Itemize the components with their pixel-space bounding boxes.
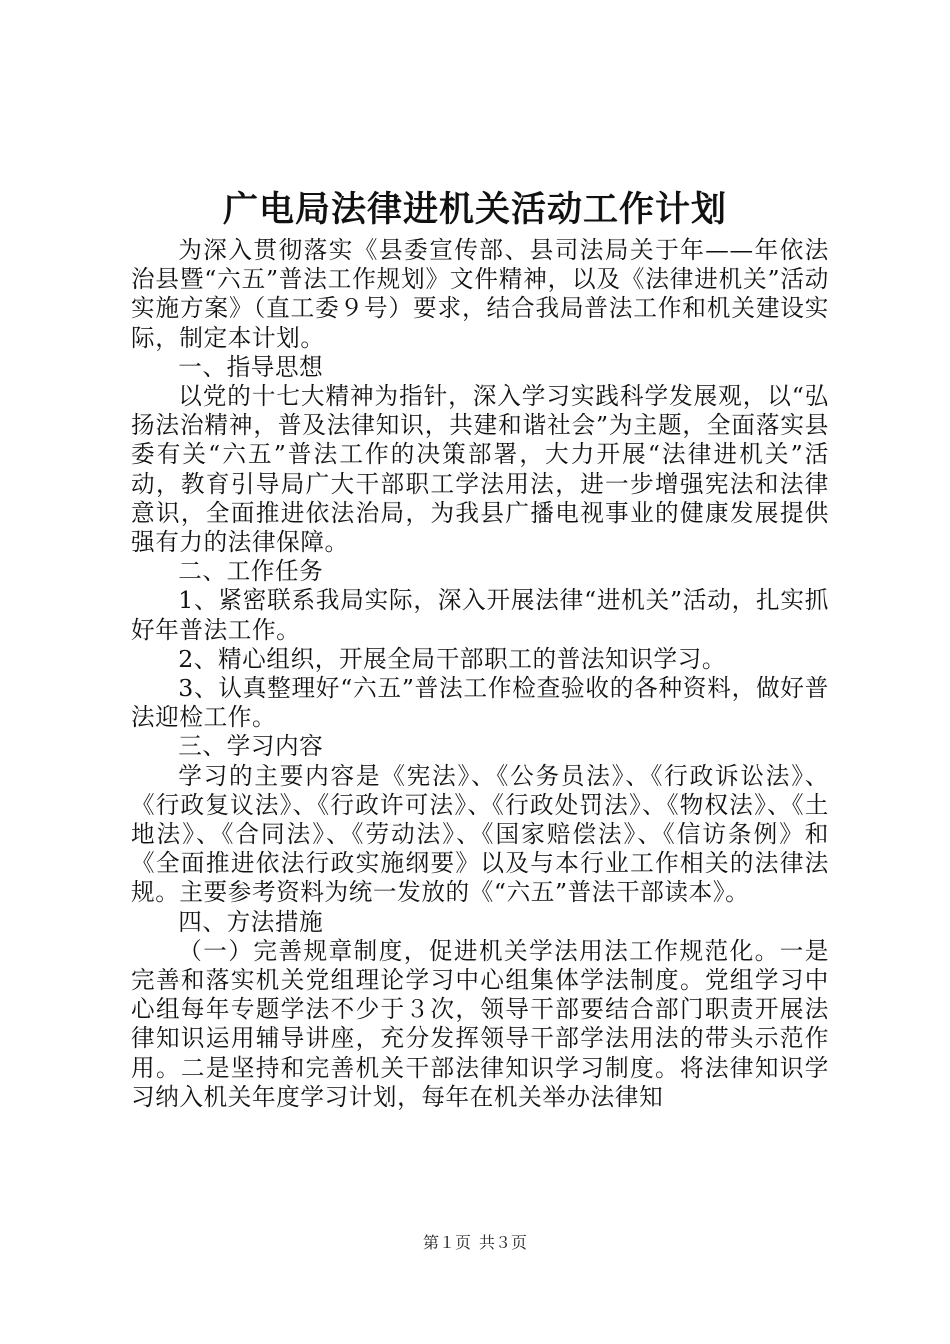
document-title: 广电局法律进机关活动工作计划 — [222, 189, 727, 230]
paragraph-intro: 为深入贯彻落实《县委宣传部、县司法局关于年——年依法治县暨“六五”普法工作规划》文件精神，以及《法律进机关”活动实施方案》（直工委９号）要求，结合我局普法工作和机关建设实际，制定本计划。 — [131, 236, 829, 352]
paragraph-methods-1: （一）完善规章制度，促进机关学法用法工作规范化。一是完善和落实机关党组理论学习中心组集体学法制度。党组学习中心组每年专题学法不少于３次，领导干部要结合部门职责开展法律知识运用辅导讲座，充分发挥领导干部学法用法的带头示范作用。二是坚持和完善机关干部法律知识学习制度。将法律知识学习纳入机关年度学习计划，每年在机关举办法律知 — [131, 936, 829, 1111]
section-heading-study-content: 三、学习内容 — [178, 732, 324, 761]
paragraph-task-3: 3、认真整理好“六五”普法工作检查验收的各种资料，做好普法迎检工作。 — [131, 674, 829, 732]
page-total: 共３页 — [479, 1233, 528, 1252]
paragraph-task-2: 2、精心组织，开展全局干部职工的普法知识学习。 — [178, 644, 727, 673]
section-heading-guiding-ideology: 一、指导思想 — [178, 352, 324, 381]
section-heading-work-tasks: 二、工作任务 — [178, 557, 324, 586]
paragraph-guiding-ideology: 以党的十七大精神为指针，深入学习实践科学发展观，以“弘扬法治精神，普及法律知识，共建和谐社会”为主题，全面落实县委有关“六五”普法工作的决策部署，大力开展“法律进机关”活动，教育引导局广大干部职工学法用法，进一步增强宪法和法律意识，全面推进依法治局，为我县广播电视事业的健康发展提供强有力的法律保障。 — [131, 382, 829, 557]
document-body — [131, 236, 829, 1112]
page-number: 第１页 — [422, 1233, 471, 1252]
section-heading-methods: 四、方法措施 — [178, 907, 324, 936]
paragraph-study-content: 学习的主要内容是《宪法》、《公务员法》、《行政诉讼法》、《行政复议法》、《行政许可法》、《行政处罚法》、《物权法》、《土地法》、《合同法》、《劳动法》、《国家赔偿法》、《信访条例》和《全面推进依法行政实施纲要》以及与本行业工作相关的法律法规。主要参考资料为统一发放的《“六五”普法干部读本》。 — [131, 761, 829, 907]
paragraph-task-1: 1、紧密联系我局实际，深入开展法律“进机关”活动，扎实抓好年普法工作。 — [131, 586, 829, 644]
page-footer — [0, 1232, 950, 1254]
